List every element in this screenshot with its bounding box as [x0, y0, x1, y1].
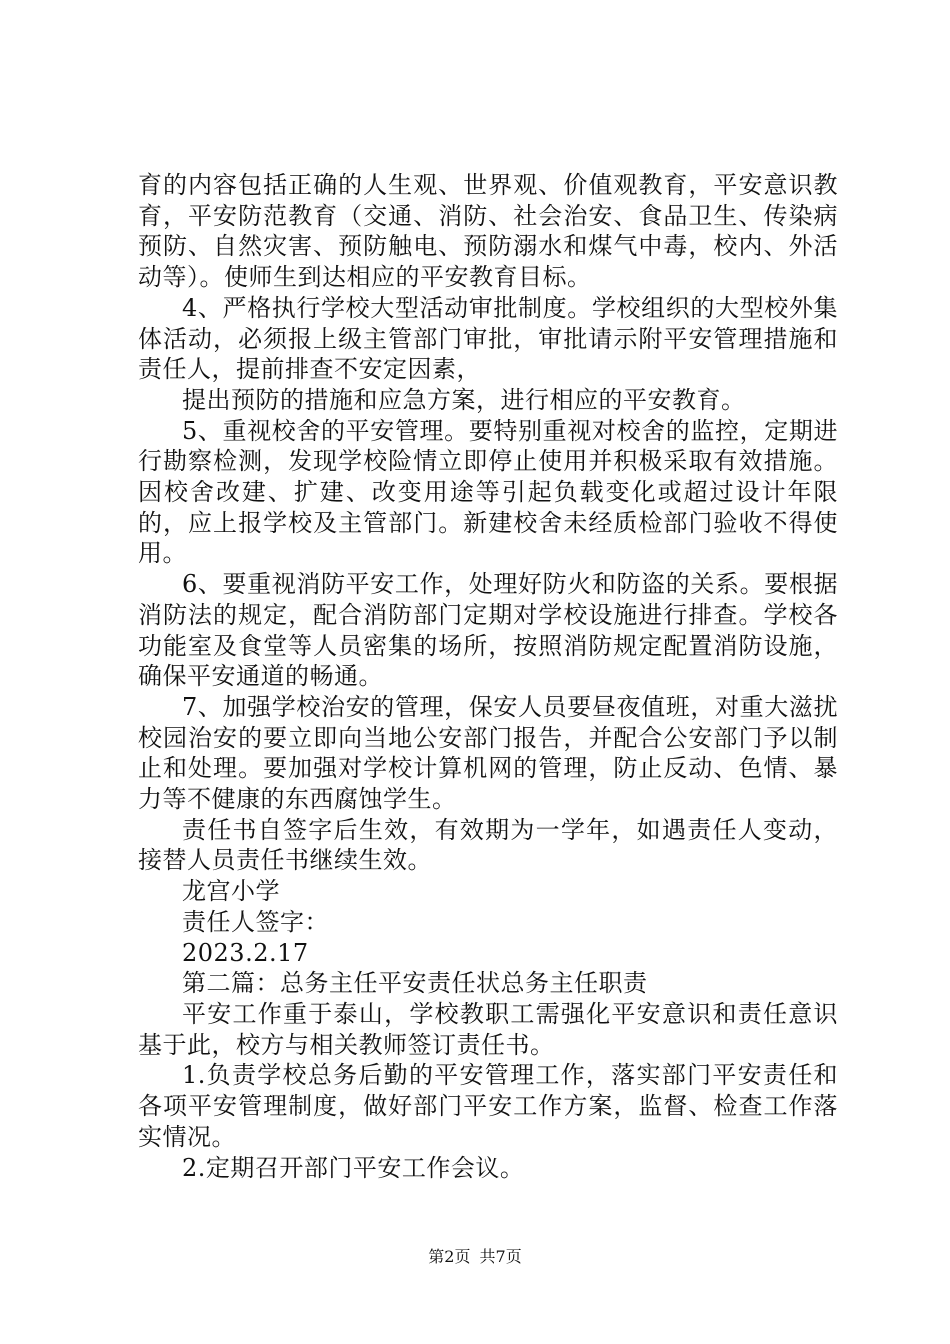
- page-number: 第2页: [428, 1247, 471, 1266]
- paragraph-item-7: 7、加强学校治安的管理，保安人员要昼夜值班，对重大滋扰校园治安的要立即向当地公安部门报告，并配合公安部门予以制止和处理。要加强对学校计算机网的管理，防止反动、色情、暴力等不健康的东西腐蚀学生。: [138, 692, 838, 814]
- paragraph-item-4: 4、严格执行学校大型活动审批制度。学校组织的大型校外集体活动，必须报上级主管部门审批，审批请示附平安管理措施和责任人，提前排查不安定因素，: [138, 293, 838, 384]
- duty-item-2: 2.定期召开部门平安工作会议。: [182, 1153, 525, 1182]
- paragraph: 提出预防的措施和应急方案，进行相应的平安教育。: [182, 385, 746, 414]
- paragraph-item-5: 5、重视校舍的平安管理。要特别重视对校舍的监控，定期进行勘察检测，发现学校险情立即停止使用并积极采取有效措施。因校舍改建、扩建、改变用途等引起负载变化或超过设计年限的，应上报学校及主管部门。新建校舍未经质检部门验收不得使用。: [138, 416, 838, 568]
- section-heading: 第二篇：总务主任平安责任状总务主任职责: [182, 969, 648, 998]
- document-body: [138, 170, 838, 1183]
- paragraph-item-6: 6、要重视消防平安工作，处理好防火和防盗的关系。要根据消防法的规定，配合消防部门定期对学校设施进行排查。学校各功能室及食堂等人员密集的场所，按照消防规定配置消防设施，确保平安通道的畅通。: [138, 570, 838, 691]
- validity-paragraph: 责任书自签字后生效，有效期为一学年，如遇责任人变动，接替人员责任书继续生效。: [138, 815, 838, 875]
- school-name: 龙宫小学: [182, 877, 280, 906]
- page-footer: [0, 1244, 950, 1267]
- paragraph: 平安工作重于泰山，学校教职工需强化平安意识和责任意识基于此，校方与相关教师签订责任书。: [138, 999, 838, 1059]
- paragraph: 育的内容包括正确的人生观、世界观、价值观教育，平安意识教育，平安防范教育（交通、消防、社会治安、食品卫生、传染病预防、自然灾害、预防触电、预防溺水和煤气中毒，校内、外活动等）。使师生到达相应的平安教育目标。: [138, 171, 838, 292]
- page-total: 共7页: [479, 1247, 522, 1266]
- signature-label: 责任人签字：: [182, 907, 329, 936]
- duty-item-1: 1.负责学校总务后勤的平安管理工作，落实部门平安责任和各项平安管理制度，做好部门平安工作方案，监督、检查工作落实情况。: [138, 1061, 838, 1151]
- date-line: 2023.2.17: [182, 938, 309, 967]
